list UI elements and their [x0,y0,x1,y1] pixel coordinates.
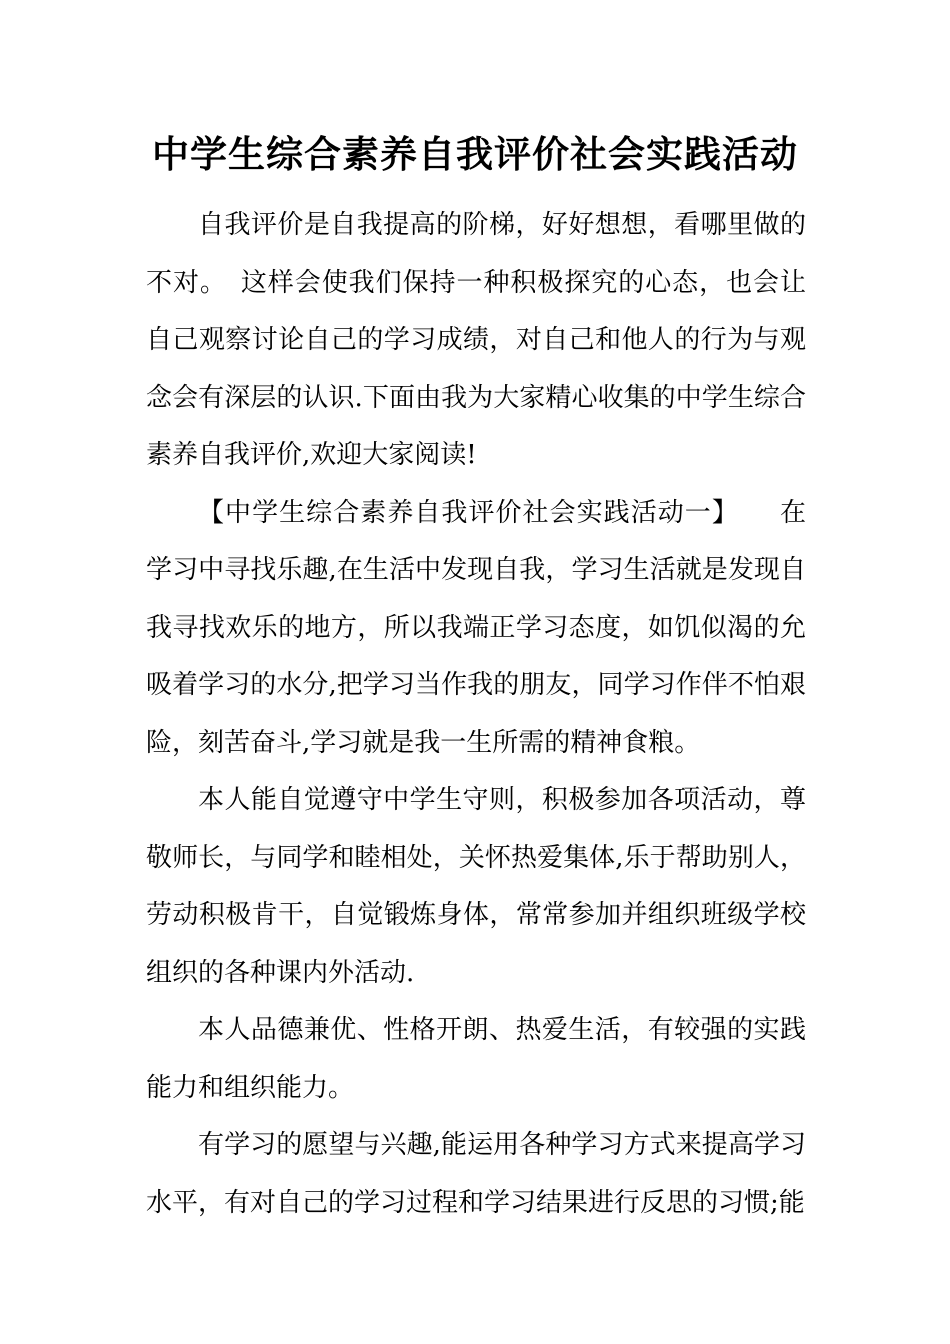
document-title: 中学生综合素养自我评价社会实践活动 [152,132,798,176]
paragraph-learning: 有学习的愿望与兴趣,能运用各种学习方式来提高学习水平，有对自己的学习过程和学习结果进行反思的习惯;能 [146,1130,806,1218]
paragraph-intro: 自我评价是自我提高的阶梯，好好想想，看哪里做的不对。 这样会使我们保持一种积极探究的心态，也会让自己观察讨论自己的学习成绩，对自己和他人的行为与观念会有深层的认识.下面由我为大家精心收集的中学生综合素养自我评价,欢迎大家阅读! [146,210,806,470]
paragraph-activity-one: 【中学生综合素养自我评价社会实践活动一】 在学习中寻找乐趣,在生活中发现自我，学习生活就是发现自我寻找欢乐的地方，所以我端正学习态度，如饥似渴的允吸着学习的水分,把学习当作我的朋友，同学习作伴不怕艰险，刻苦奋斗,学习就是我一生所需的精神食粮。 [146,497,806,758]
paragraph-character: 本人品德兼优、性格开朗、热爱生活，有较强的实践能力和组织能力。 [146,1015,806,1103]
paragraph-conduct: 本人能自觉遵守中学生守则，积极参加各项活动，尊敬师长，与同学和睦相处，关怀热爱集体,乐于帮助别人，劳动积极肯干，自觉锻炼身体，常常参加并组织班级学校组织的各种课内外活动. [146,785,806,988]
document-body [146,197,806,1232]
